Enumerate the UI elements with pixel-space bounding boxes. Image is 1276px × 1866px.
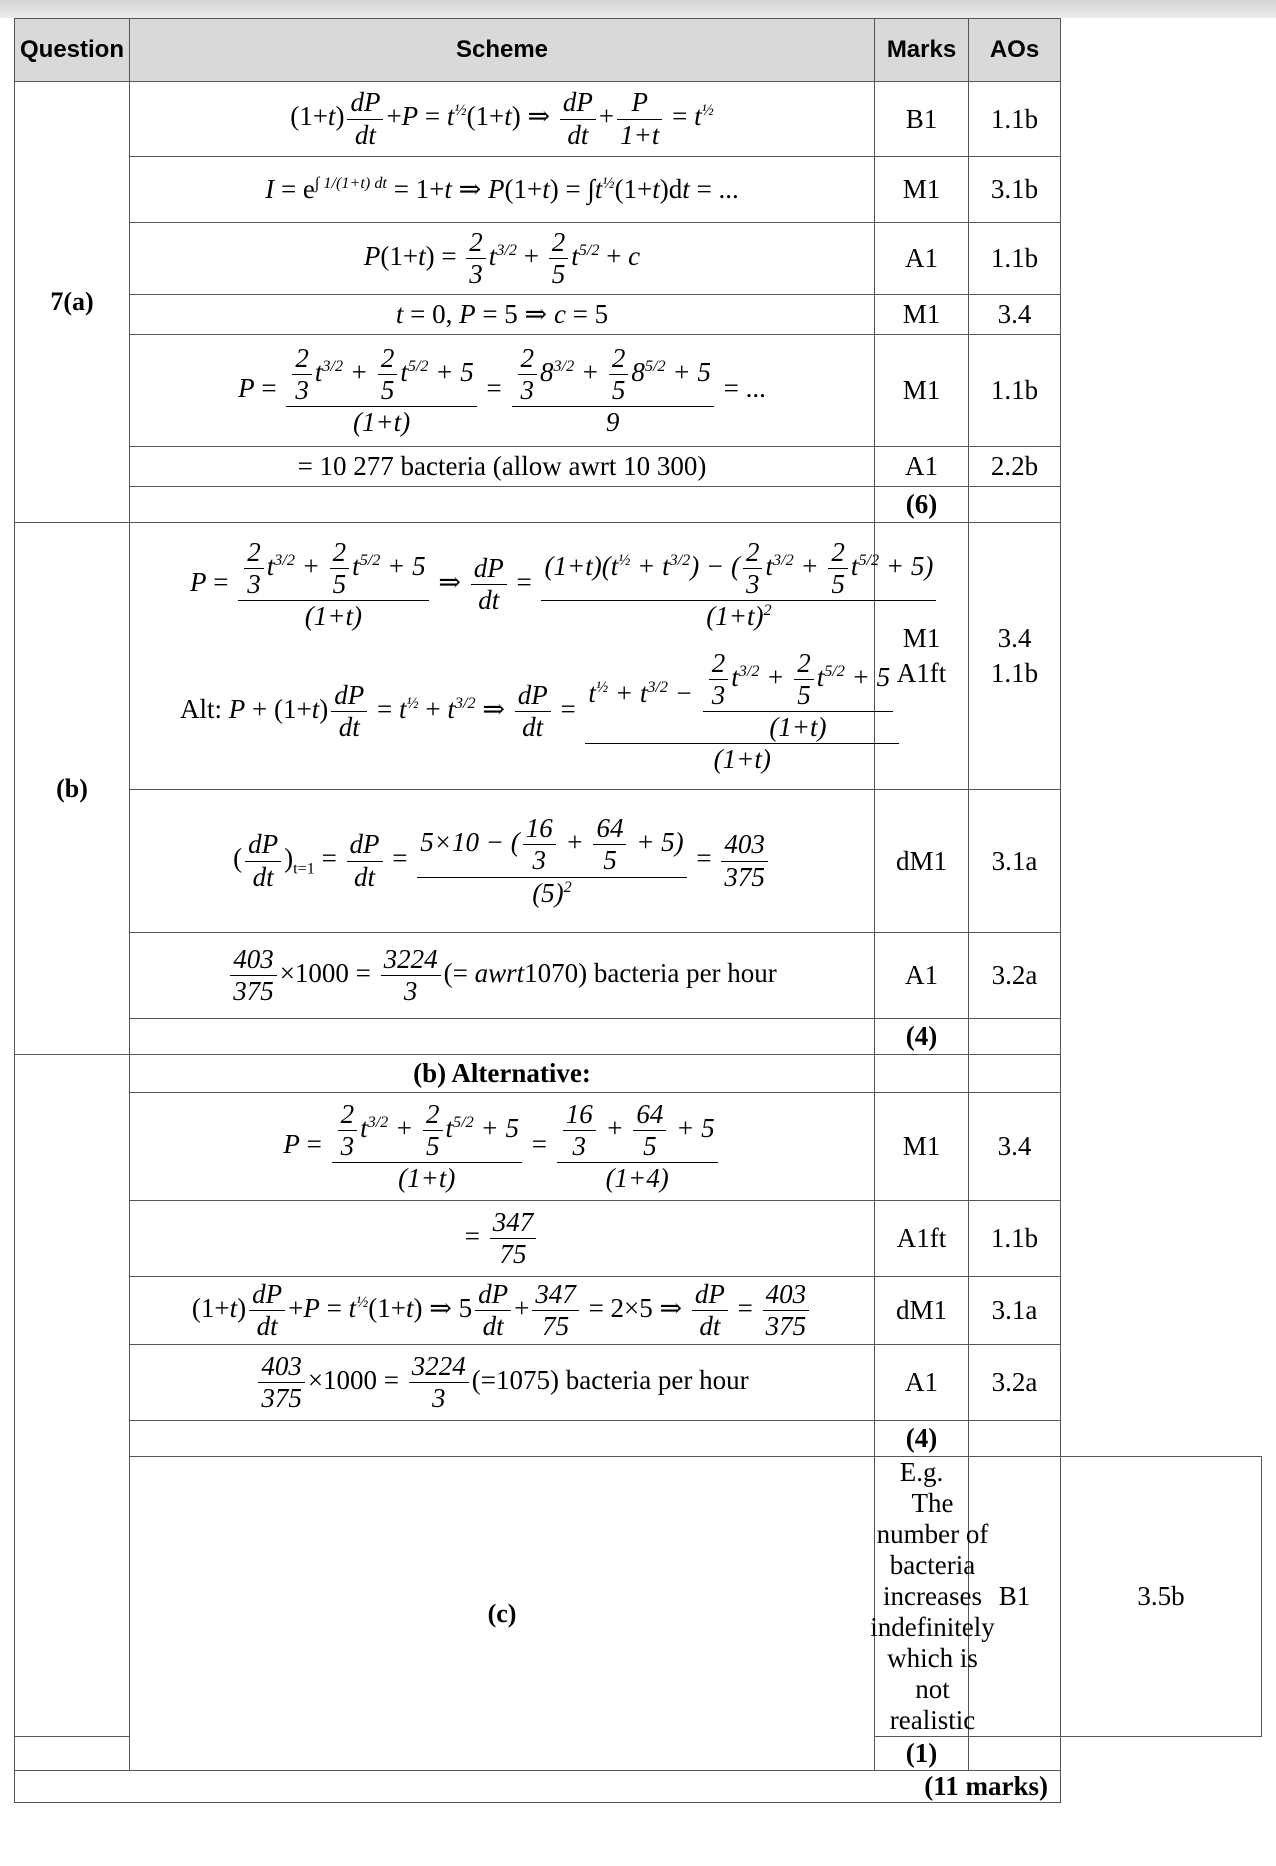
question-label: (c) bbox=[130, 1457, 875, 1771]
scheme-cell: (1+t) $\frac{dP}{dt}$ $+P = t^{\frac{1}{2}}(1+t)$ ⇒ $\frac{dP}{dt}$ + $\frac{P}{1+t}$ = $t^{\frac{1}{2}}$ bbox=[130, 82, 875, 157]
ao-cell: 3.4 bbox=[969, 295, 1061, 335]
ao-cell: 3.1a bbox=[969, 1277, 1061, 1345]
mark-cell bbox=[875, 1055, 969, 1093]
alternative-heading: (b) Alternative: bbox=[130, 1055, 875, 1093]
ao-cell bbox=[969, 1019, 1061, 1055]
ao-cell: 1.1b bbox=[969, 82, 1061, 157]
ao-cell: 2.2b bbox=[969, 447, 1061, 487]
header-marks: Marks bbox=[875, 19, 969, 82]
header-aos: AOs bbox=[969, 19, 1061, 82]
scheme-cell: = 10 277 bacteria (allow awrt 10 300) bbox=[130, 447, 875, 487]
ao-cell bbox=[969, 1421, 1061, 1457]
header-scheme: Scheme bbox=[130, 19, 875, 82]
mark-subtotal: (4) bbox=[875, 1019, 969, 1055]
mark-scheme-table bbox=[14, 18, 1262, 1803]
mark-cell: M1 bbox=[875, 1093, 969, 1201]
table-row bbox=[15, 157, 1262, 223]
table-row bbox=[15, 1457, 1262, 1737]
mark-cell: A1ft bbox=[875, 1201, 969, 1277]
mark-cell: A1 bbox=[875, 447, 969, 487]
ao-cell bbox=[969, 487, 1061, 523]
header-row bbox=[15, 19, 1262, 82]
scheme-cell: P = $\frac{2}{3}$ $t^{3/2}$ + $\frac{2}{5}$ $t^{5/2} + 5$ (1+t) ⇒ $\frac{dP}{dt}$ = $(1+t)(t^{\frac{1}{2}} + t^{3/2})$ − ( $\frac{2}{3}$ $t^{3/2}$ + $\frac{2}{5}$ $t^{5/2} + 5$) $(1+t)^2$ Alt: P + (1+t) $\frac{dP}{dt}$ = $t^{\frac{1}{2}} + t^{3/2}$ ⇒ $\frac{dP}{dt}$ = $t^{\frac{1}{2}} + t^{3/2}$ − $\frac{2}{3}$ $t^{3/2}$ + $\frac{2}{5}$ $t^{5/2} + 5$ (1+t) (1+t) bbox=[130, 523, 875, 790]
mark-cell: dM1 bbox=[875, 790, 969, 933]
scheme-cell: = $\frac{347}{75}$ bbox=[130, 1201, 875, 1277]
ao-cell: 3.2a bbox=[969, 1345, 1061, 1421]
table-row bbox=[15, 223, 1262, 295]
scheme-cell: t = 0, P = 5 ⇒ c = 5 bbox=[130, 295, 875, 335]
table-row bbox=[15, 82, 1262, 157]
ao-cell: 3.5b bbox=[1061, 1457, 1262, 1737]
table-row bbox=[15, 295, 1262, 335]
scheme-cell: $I = e^{\int 1/(1+t) dt} = 1+t$ ⇒ $P(1+t) = \int t^{\frac{1}{2}}(1+t)dt$ = ... bbox=[130, 157, 875, 223]
scheme-cell bbox=[130, 487, 875, 523]
header-question: Question bbox=[15, 19, 130, 82]
scheme-cell bbox=[15, 1737, 130, 1771]
window-top-bar bbox=[0, 0, 1276, 18]
table-row bbox=[15, 335, 1262, 447]
table-row bbox=[15, 1093, 1262, 1201]
ao-cell bbox=[969, 1055, 1061, 1093]
scheme-cell: $\frac{403}{375}$ ×1000 = $\frac{3224}{3}$ (= awrt1070) bacteria per hour bbox=[130, 933, 875, 1019]
table-row bbox=[15, 1277, 1262, 1345]
ao-cell: 1.1b bbox=[969, 223, 1061, 295]
table-row bbox=[15, 790, 1262, 933]
example-label: E.g. bbox=[899, 1457, 944, 1487]
mark-cell: M1 bbox=[875, 335, 969, 447]
ao-cell: 1.1b bbox=[969, 335, 1061, 447]
question-label: (b) bbox=[15, 523, 130, 1055]
scheme-cell: $\frac{403}{375}$ ×1000 = $\frac{3224}{3}$ (=1075) bacteria per hour bbox=[130, 1345, 875, 1421]
ao-cell: 3.1a bbox=[969, 790, 1061, 933]
total-marks: (11 marks) bbox=[15, 1771, 1061, 1803]
ao-cell: 3.4 1.1b bbox=[969, 523, 1061, 790]
table-row bbox=[15, 1019, 1262, 1055]
table-row bbox=[15, 487, 1262, 523]
table-row bbox=[15, 523, 1262, 790]
ao-cell: 3.1b bbox=[969, 157, 1061, 223]
ao-cell: 1.1b bbox=[969, 1201, 1061, 1277]
mark-cell: A1 bbox=[875, 223, 969, 295]
mark-cell: A1 bbox=[875, 1345, 969, 1421]
total-row bbox=[15, 1771, 1262, 1803]
ao-cell: 3.4 bbox=[969, 1093, 1061, 1201]
table-row bbox=[15, 933, 1262, 1019]
mark-cell: B1 bbox=[875, 82, 969, 157]
ao-cell: 3.2a bbox=[969, 933, 1061, 1019]
mark-cell: A1 bbox=[875, 933, 969, 1019]
table-row bbox=[15, 1201, 1262, 1277]
scheme-cell bbox=[130, 1019, 875, 1055]
mark-subtotal: (1) bbox=[875, 1737, 969, 1771]
ao-cell bbox=[969, 1737, 1061, 1771]
scheme-cell: ( $\frac{dP}{dt}$ )$_{t=1}$ = $\frac{dP}{dt}$ = 5×10 − ( $\frac{16}{3}$ + $\frac{64}{5}$ + 5) $(5)^2$ = $\frac{403}{375}$ bbox=[130, 790, 875, 933]
scheme-cell bbox=[870, 1457, 995, 1737]
comment-text: The number of bacteria increases indefinitely which is not realistic bbox=[870, 1488, 995, 1735]
question-label: 7(a) bbox=[15, 82, 130, 523]
question-label bbox=[15, 1055, 130, 1737]
scheme-cell: P = $\frac{2}{3}$ $t^{3/2}$ + $\frac{2}{5}$ $t^{5/2} + 5$ (1+t) = $\frac{16}{3}$ + $\frac{64}{5}$ + 5 (1+4) bbox=[130, 1093, 875, 1201]
mark-subtotal: (4) bbox=[875, 1421, 969, 1457]
table-row bbox=[15, 1345, 1262, 1421]
scheme-cell: P = $\frac{2}{3}$ $t^{3/2}$ + $\frac{2}{5}$ $t^{5/2} + 5$ (1+t) = $\frac{2}{3}$ $8^{3/2}$ + $\frac{2}{5}$ $8^{5/2} + 5$ 9 = ... bbox=[130, 335, 875, 447]
mark-subtotal: (6) bbox=[875, 487, 969, 523]
scheme-cell: P(1+t) = $\frac{2}{3}$ $t^{3/2}$ + $\frac{2}{5}$ $t^{5/2} + c$ bbox=[130, 223, 875, 295]
scheme-cell: (1+t) $\frac{dP}{dt}$ $+P = t^{\frac{1}{2}}(1+t)$ ⇒ 5 $\frac{dP}{dt}$ + $\frac{347}{75}$ = 2×5 ⇒ $\frac{dP}{dt}$ = $\frac{403}{375}$ bbox=[130, 1277, 875, 1345]
table-row bbox=[15, 1421, 1262, 1457]
table-row bbox=[15, 1055, 1262, 1093]
scheme-cell bbox=[130, 1421, 875, 1457]
mark-cell: B1 bbox=[969, 1457, 1061, 1737]
mark-cell: M1 A1ft bbox=[875, 523, 969, 790]
mark-cell: M1 bbox=[875, 295, 969, 335]
table-row bbox=[15, 447, 1262, 487]
mark-cell: M1 bbox=[875, 157, 969, 223]
mark-cell: dM1 bbox=[875, 1277, 969, 1345]
